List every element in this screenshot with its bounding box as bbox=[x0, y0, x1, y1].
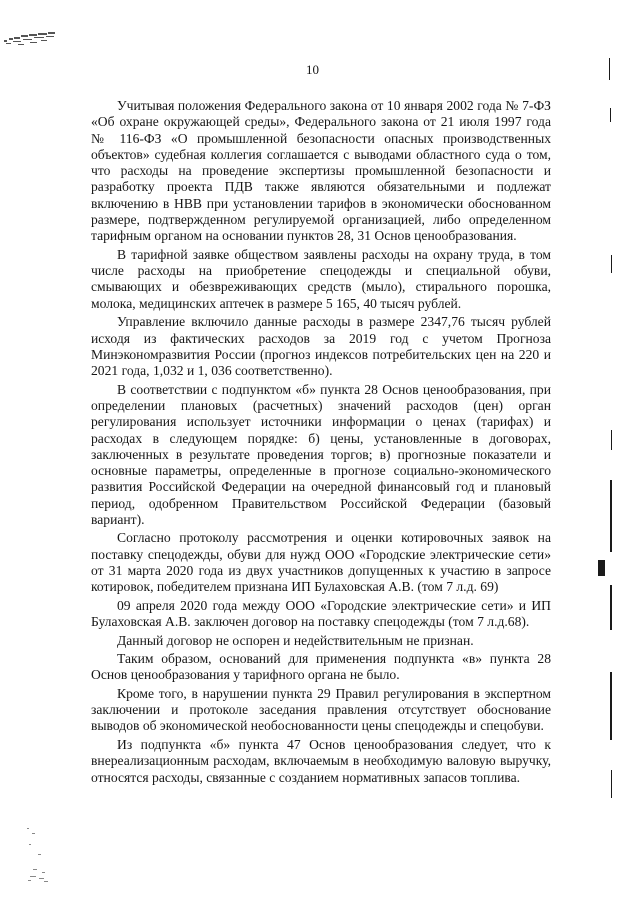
paragraph: 09 апреля 2020 года между ООО «Городские электрические сети» и ИП Булаховская А.В. заключен договор на поставку спецодежды (том 7 л.д.68). bbox=[91, 597, 551, 630]
paragraph: Из подпункта «б» пункта 47 Основ ценообразования следует, что к внереализационным расходам, включаемым в необходимую валовую выручку, относятся расходы, связанные с созданием нормативных запасов топлива. bbox=[91, 736, 551, 785]
scan-edge-mark bbox=[611, 430, 612, 450]
scan-edge-mark bbox=[610, 480, 612, 552]
document-body bbox=[91, 98, 551, 788]
paragraph: В соответствии с подпунктом «б» пункта 28 Основ ценообразования, при определении плановых (расчетных) значений расходов (цен) орган регулирования использует источники информации о ценах (тарифах) и расходах в следующем порядке: б) цены, установленные в договорах, заключенных в результате проведения торгов; в) прогнозные показатели и основные параметры, определенные в прогнозе социально-экономического развития Российской Федерации на очередной финансовый год и плановый период, одобренном Правительством Российской Федерации (базовый вариант). bbox=[91, 381, 551, 527]
scan-edge-mark bbox=[610, 585, 612, 630]
page-number: 10 bbox=[306, 62, 319, 77]
scan-noise-bottom-left bbox=[24, 824, 54, 884]
scan-edge-mark bbox=[609, 58, 610, 80]
paragraph: Учитывая положения Федерального закона от 10 января 2002 года № 7-ФЗ «Об охране окружающей среды», Федерального закона от 21 июля 1997 года № 116-ФЗ «О промышленной безопасности опасных производственных объектов» судебная коллегия соглашается с выводами областного суда о том, что расходы на проведение экспертизы промышленной безопасности и разработку проекта ПДВ также являются обязательными и подлежат включению в НВВ при установлении тарифов в экономически обоснованном размере, подтвержденном регулируемой организацией, либо определенном тарифным органом на основании пунктов 28, 31 Основ ценообразования. bbox=[91, 98, 551, 244]
scan-edge-mark bbox=[611, 255, 612, 273]
scan-edge-mark bbox=[610, 108, 611, 122]
paragraph: В тарифной заявке обществом заявлены расходы на охрану труда, в том числе расходы на приобретение спецодежды и специальной обуви, смывающих и обезвреживающих средств (мыло), стирального порошка, молока, медицинских аптечек в размере 5 165, 40 тысяч рублей. bbox=[91, 246, 551, 311]
scan-edge-mark bbox=[611, 770, 612, 798]
scan-noise-top-left bbox=[0, 28, 58, 48]
paragraph: Таким образом, оснований для применения подпункта «в» пункта 28 Основ ценообразования у тарифного органа не было. bbox=[91, 651, 551, 683]
scan-edge-mark bbox=[610, 672, 612, 740]
paragraph: Кроме того, в нарушении пункта 29 Правил регулирования в экспертном заключении и протоколе заседания правления отсутствует обоснование выводов об экономической необоснованности цены спецодежды и спецобуви. bbox=[91, 685, 551, 734]
paragraph: Управление включило данные расходы в размере 2347,76 тысяч рублей исходя из фактических расходов за 2019 год с учетом Прогноза Минэкономразвития России (прогноз индексов потребительских цен на 220 и 2021 года, 1,032 и 1, 036 соответственно). bbox=[91, 314, 551, 379]
scan-edge-mark bbox=[598, 560, 605, 576]
paragraph: Согласно протоколу рассмотрения и оценки котировочных заявок на поставку спецодежды, обуви для нужд ООО «Городские электрические сети» от 31 марта 2020 года из двух участников допущенных к участию в запросе котировок, победителем признана ИП Булаховская А.В. (том 7 л.д. 69) bbox=[91, 530, 551, 595]
paragraph: Данный договор не оспорен и недействительным не признан. bbox=[117, 632, 474, 648]
